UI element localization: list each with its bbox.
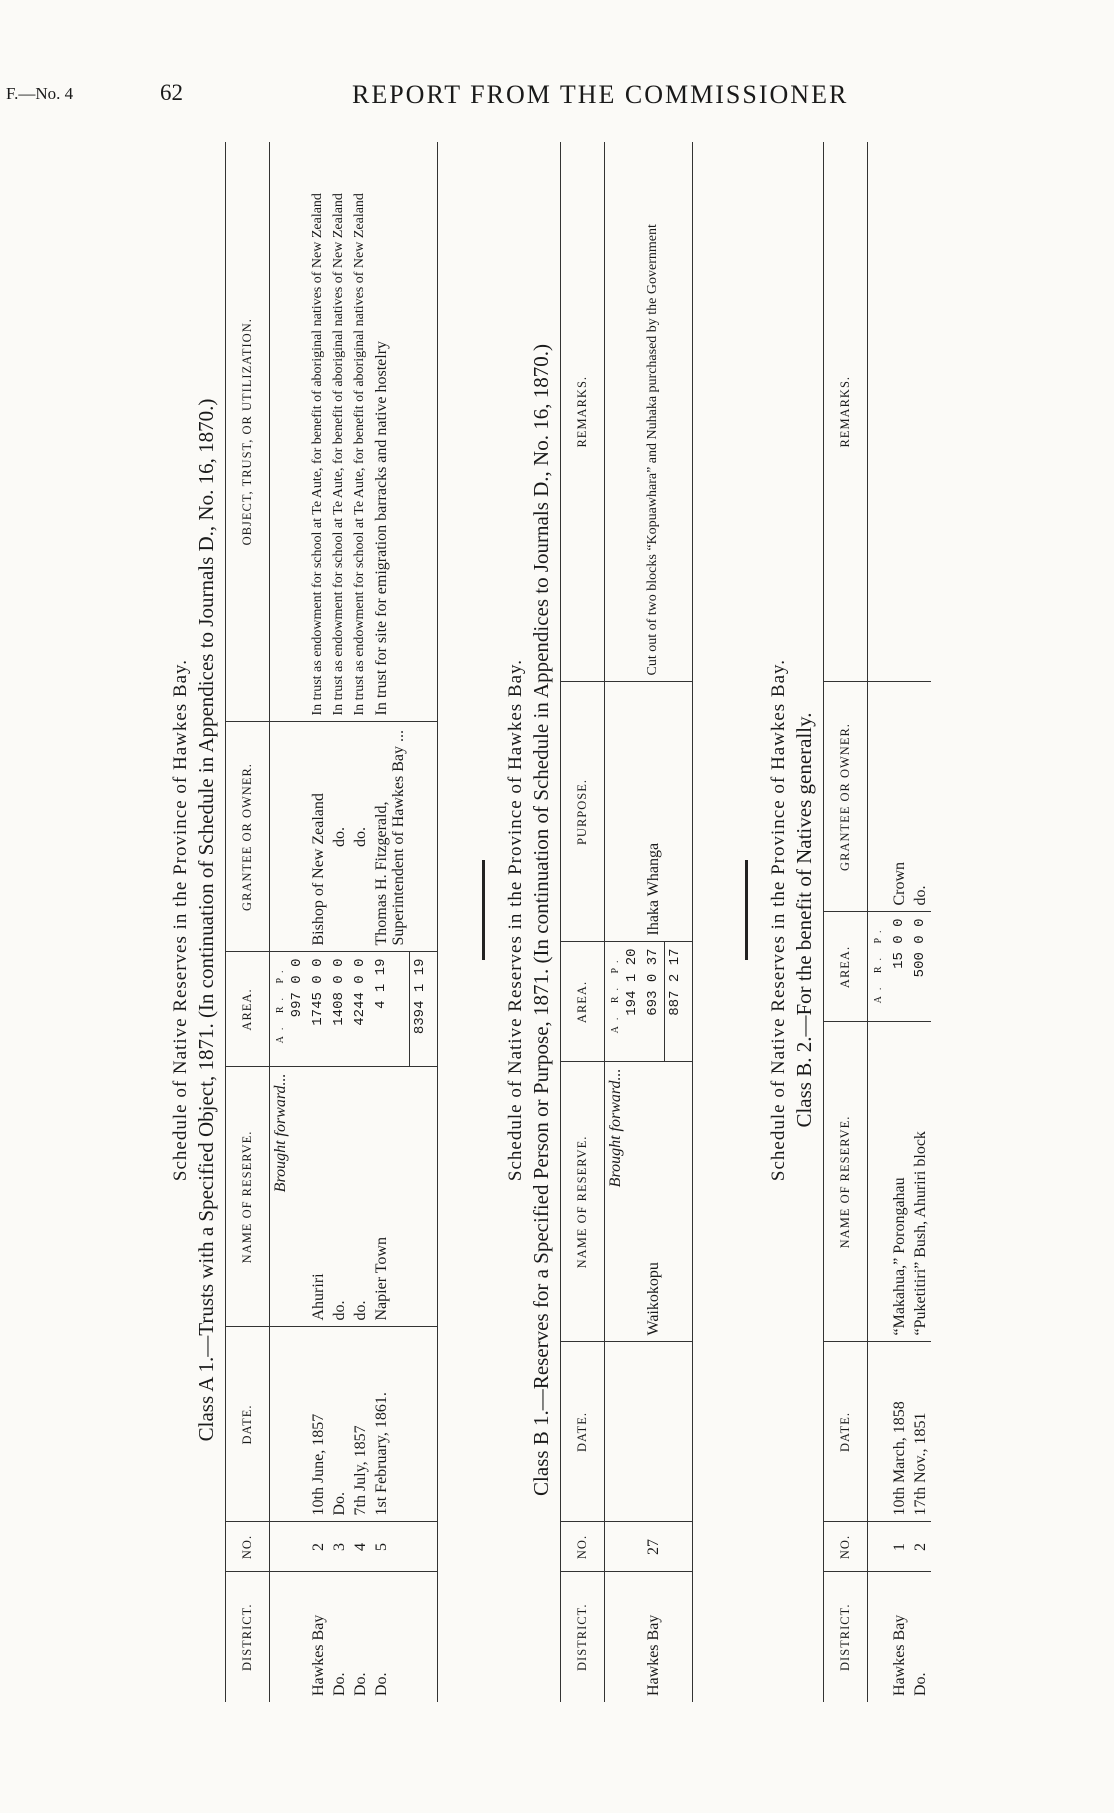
rotated-page-content <box>170 120 1050 1720</box>
table-header-row <box>824 142 868 1702</box>
cell-grantee: Crown <box>889 682 910 912</box>
cell-date: 1st February, 1861. <box>371 1327 409 1522</box>
cell-remarks: Cut out of two blocks “Kopuawhara” and Nuhaka purchased by the Government <box>643 142 665 682</box>
table-header-row <box>226 142 270 1702</box>
table-class-a1 <box>225 142 438 1702</box>
cell-object: In trust as endowment for school at Te Aute, for benefit of aboriginal natives of New Zealand <box>308 142 329 722</box>
table-row <box>910 142 931 1702</box>
cell-name: “Makahua,” Porongahau <box>889 1022 910 1342</box>
table-class-b1 <box>560 142 693 1702</box>
report-code: F.—No. 4 <box>6 84 74 103</box>
cell-no: 2 <box>910 1522 931 1572</box>
col-area: AREA. <box>824 912 868 1022</box>
cell-area: 500 0 0 <box>910 912 931 1022</box>
cell-district: Hawkes Bay <box>891 1614 908 1696</box>
col-grantee: GRANTEE OR OWNER. <box>824 682 868 912</box>
cell-object: In trust as endowment for school at Te Aute, for benefit of aboriginal natives of New Zealand <box>329 142 350 722</box>
cell-object: In trust for site for emigration barracks and native hostelry <box>371 142 409 722</box>
cell-name: Napier Town <box>371 1067 409 1327</box>
cell-name: Waikokopu <box>643 1062 665 1342</box>
table-class-b2 <box>823 142 931 1702</box>
cell-remarks <box>889 142 910 682</box>
cell-district: Do. <box>373 1672 390 1696</box>
table-header-row <box>561 142 605 1702</box>
section-a-subtitle: Class A 1.—Trusts with a Specified Object, 1871. (In continuation of Schedule in Appendices to Journals D., No. 16, 1870.) <box>194 398 218 1442</box>
cell-area: 4244 0 0 <box>350 952 371 1067</box>
brought-forward-area: 997 0 0 <box>289 958 305 1018</box>
col-no: NO. <box>226 1522 270 1572</box>
section-class-a1 <box>170 120 438 1720</box>
cell-district: Hawkes Bay <box>645 1614 662 1696</box>
cell-date: 10th March, 1858 <box>889 1342 910 1522</box>
total-area: 887 2 17 <box>665 942 687 1062</box>
cell-no: 5 <box>371 1522 409 1572</box>
col-district: DISTRICT. <box>824 1572 868 1702</box>
brought-forward-row <box>270 142 309 1702</box>
col-district: DISTRICT. <box>561 1572 605 1702</box>
section-divider <box>745 860 748 960</box>
col-purpose: PURPOSE. <box>561 682 605 942</box>
cell-name: “Puketitiri” Bush, Ahuriri block <box>910 1022 931 1342</box>
cell-name: do. <box>350 1067 371 1327</box>
cell-remarks <box>910 142 931 682</box>
cell-grantee: Thomas H. Fitzgerald, Superintendent of Hawkes Bay ... <box>371 722 409 952</box>
col-grantee: GRANTEE OR OWNER. <box>226 722 270 952</box>
cell-date: 7th July, 1857 <box>350 1327 371 1522</box>
table-row <box>308 142 329 1702</box>
section-divider <box>482 860 485 960</box>
col-remarks: REMARKS. <box>561 142 605 682</box>
col-no: NO. <box>824 1522 868 1572</box>
area-units: A. R. P. <box>873 924 884 1004</box>
page-number: 62 <box>160 80 183 105</box>
table-row <box>643 142 665 1702</box>
section-class-b1 <box>505 120 693 1720</box>
cell-area: 15 0 0 <box>889 912 910 1022</box>
page-title: REPORT FROM THE COMMISSIONER <box>352 80 849 109</box>
cell-district: Do. <box>352 1672 369 1696</box>
col-date: DATE. <box>824 1342 868 1522</box>
cell-object: In trust as endowment for school at Te Aute, for benefit of aboriginal natives of New Zealand <box>350 142 371 722</box>
col-date: DATE. <box>561 1342 605 1522</box>
col-name: NAME OF RESERVE. <box>561 1062 605 1342</box>
cell-date: 10th June, 1857 <box>308 1327 329 1522</box>
cell-no: 4 <box>350 1522 371 1572</box>
col-remarks: REMARKS. <box>824 142 868 682</box>
cell-no: 27 <box>643 1522 665 1572</box>
table-row <box>350 142 371 1702</box>
units-row <box>868 142 890 1702</box>
cell-district: Do. <box>331 1672 348 1696</box>
cell-purpose: Ihaka Whanga <box>643 682 665 942</box>
col-object: OBJECT, TRUST, OR UTILIZATION. <box>226 142 270 722</box>
cell-area: 1408 0 0 <box>329 952 350 1067</box>
col-date: DATE. <box>226 1327 270 1522</box>
cell-name: Ahuriri <box>308 1067 329 1327</box>
section-a-title: Schedule of Native Reserves in the Province of Hawkes Bay. <box>170 658 191 1182</box>
col-no: NO. <box>561 1522 605 1572</box>
col-area: AREA. <box>561 942 605 1062</box>
col-name: NAME OF RESERVE. <box>824 1022 868 1342</box>
cell-grantee: do. <box>910 682 931 912</box>
cell-name: do. <box>329 1067 350 1327</box>
area-units: A. R. P. <box>610 954 621 1034</box>
section-b1-subtitle: Class B 1.—Reserves for a Specified Person or Purpose, 1871. (In continuation of Schedule in Appendices to Journals D., No. 16, 1870.) <box>529 344 553 1496</box>
cell-area: 1745 0 0 <box>308 952 329 1067</box>
cell-date: 17th Nov., 1851 <box>910 1342 931 1522</box>
col-area: AREA. <box>226 952 270 1067</box>
cell-no: 1 <box>889 1522 910 1572</box>
cell-grantee: do. <box>329 722 350 952</box>
cell-district: Do. <box>912 1672 929 1696</box>
area-units: A. R. P. <box>275 964 286 1044</box>
total-area: 8394 1 19 <box>409 952 431 1067</box>
section-b2-subtitle: Class B. 2.—For the benefit of Natives generally. <box>792 712 816 1128</box>
col-district: DISTRICT. <box>226 1572 270 1702</box>
brought-forward-label: Brought forward... <box>270 1067 309 1327</box>
cell-date: Do. <box>329 1327 350 1522</box>
cell-area: 4 1 19 <box>371 952 409 1067</box>
cell-date <box>643 1342 665 1522</box>
section-b1-title: Schedule of Native Reserves in the Province of Hawkes Bay. <box>505 658 526 1182</box>
table-row <box>329 142 350 1702</box>
table-row <box>889 142 910 1702</box>
cell-district: Hawkes Bay <box>310 1614 327 1696</box>
brought-forward-label: Brought forward... <box>605 1062 644 1342</box>
total-row <box>665 142 687 1702</box>
section-class-b2 <box>768 120 931 1720</box>
cell-grantee: do. <box>350 722 371 952</box>
cell-no: 2 <box>308 1522 329 1572</box>
section-b2-title: Schedule of Native Reserves in the Province of Hawkes Bay. <box>768 658 789 1182</box>
col-name: NAME OF RESERVE. <box>226 1067 270 1327</box>
table-row <box>371 142 409 1702</box>
cell-grantee: Bishop of New Zealand <box>308 722 329 952</box>
cell-area: 693 0 37 <box>643 942 665 1062</box>
cell-no: 3 <box>329 1522 350 1572</box>
brought-forward-row <box>605 142 644 1702</box>
total-row <box>409 142 431 1702</box>
brought-forward-area: 194 1 20 <box>624 948 640 1016</box>
